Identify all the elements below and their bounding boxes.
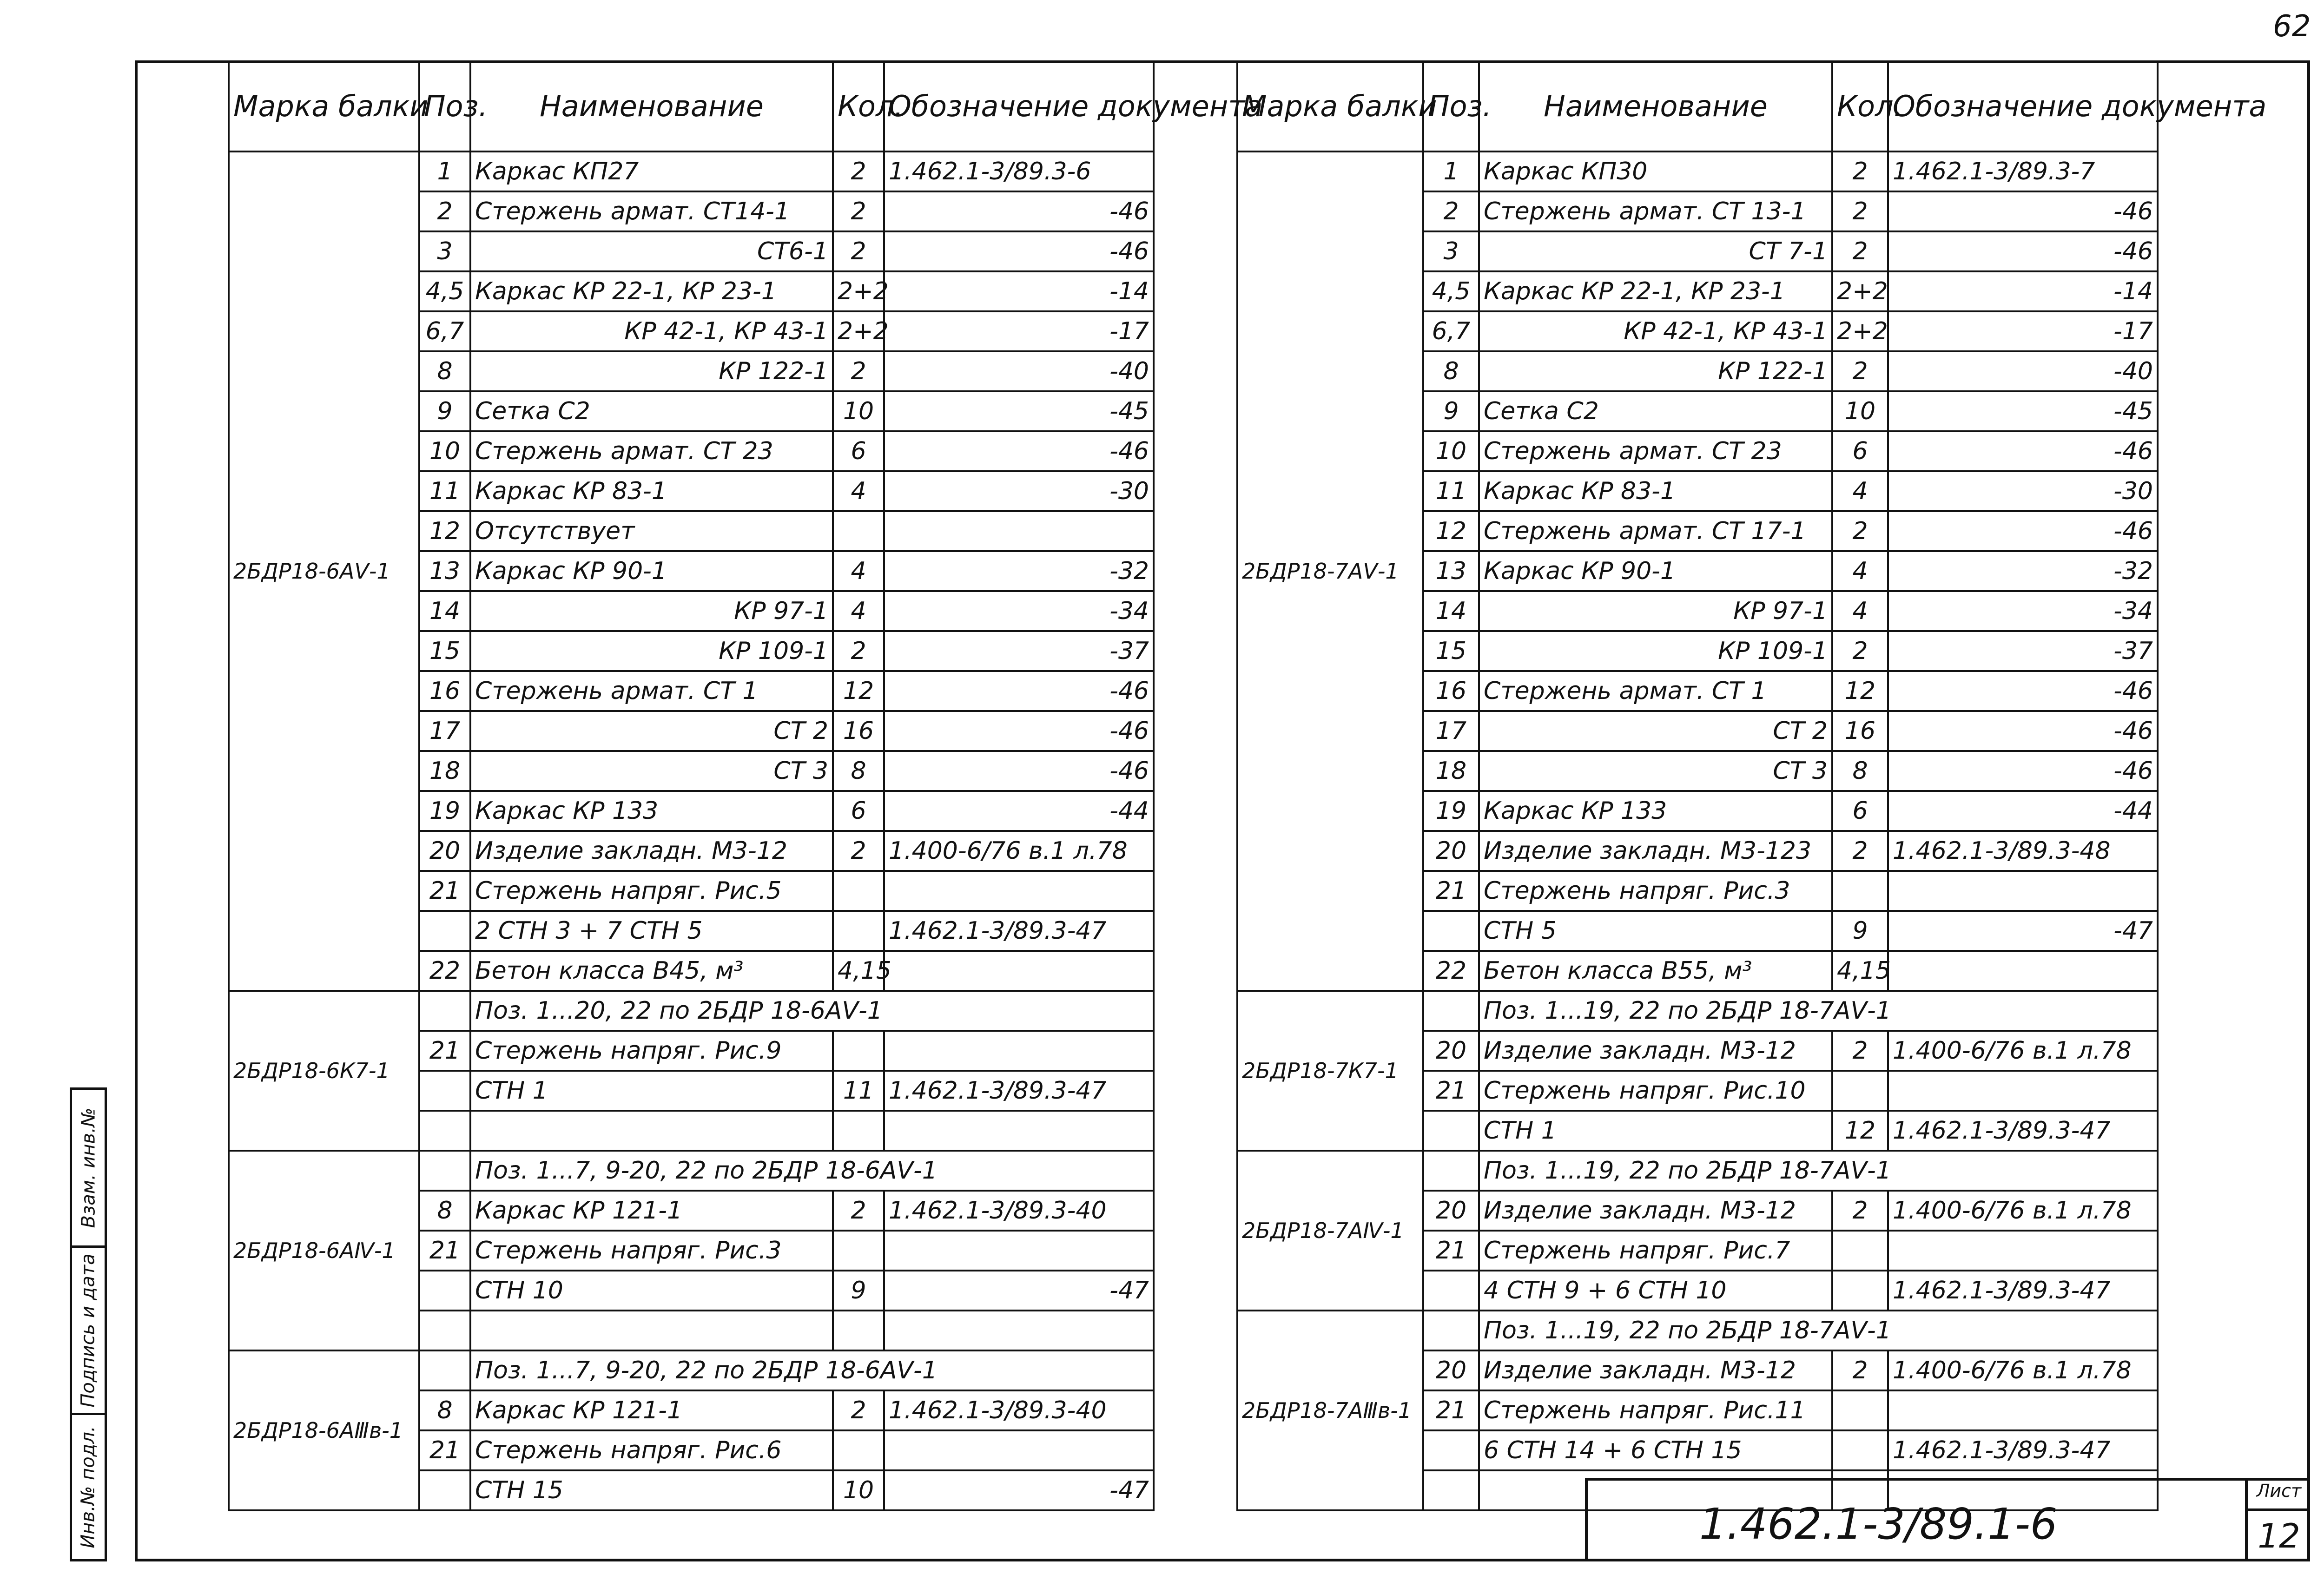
spec-pos: 12 <box>419 511 470 551</box>
left-spec-table <box>228 60 1263 1511</box>
spec-name: СТН 5 <box>1479 911 1832 951</box>
spec-name: Каркас КР 121-1 <box>470 1390 833 1430</box>
spec-pos: 17 <box>1423 711 1479 751</box>
spec-name <box>470 1311 833 1350</box>
spec-doc: 1.462.1-3/89.3-48 <box>1888 831 2158 871</box>
spec-pos: 9 <box>1423 391 1479 431</box>
spec-pos: 13 <box>1423 551 1479 591</box>
spec-qty: 2 <box>1832 1031 1888 1071</box>
spec-name: СТ 7-1 <box>1479 231 1832 271</box>
spec-doc: 1.400-6/76 в.1 л.78 <box>884 831 1154 871</box>
spec-name: Бетон класса В55, м³ <box>1479 951 1832 991</box>
spec-qty: 2 <box>833 1191 884 1231</box>
spec-pos <box>419 1151 470 1191</box>
spec-doc: -46 <box>1888 751 2158 791</box>
reference-row <box>1237 1311 2158 1350</box>
spec-pos <box>1423 1470 1479 1510</box>
spec-qty: 16 <box>1832 711 1888 751</box>
spec-doc: -40 <box>1888 351 2158 391</box>
spec-doc <box>1888 1390 2158 1430</box>
spec-doc: -46 <box>1888 231 2158 271</box>
spec-doc: -46 <box>884 751 1154 791</box>
spec-pos: 1 <box>1423 151 1479 191</box>
beam-mark: 2БДР18-6АⅣ-1 <box>229 1151 419 1350</box>
spec-qty: 9 <box>833 1271 884 1311</box>
spec-pos <box>419 991 470 1031</box>
spec-doc: -46 <box>884 191 1154 231</box>
spec-pos: 21 <box>419 1031 470 1071</box>
spec-qty: 2 <box>1832 231 1888 271</box>
beam-mark: 2БДР18-6К7-1 <box>229 991 419 1151</box>
spec-name: Каркас КР 121-1 <box>470 1191 833 1231</box>
title-stamp <box>1585 1478 2310 1561</box>
spec-pos: 13 <box>419 551 470 591</box>
spec-pos <box>419 1470 470 1510</box>
beam-mark: 2БДР18-7К7-1 <box>1237 991 1423 1151</box>
spec-doc: -14 <box>884 271 1154 311</box>
spec-pos: 18 <box>1423 751 1479 791</box>
spec-name: Стержень армат. СТ 23 <box>470 431 833 471</box>
spec-doc <box>1888 871 2158 911</box>
spec-doc: -17 <box>884 311 1154 351</box>
spec-qty: 2+2 <box>833 311 884 351</box>
spec-doc <box>884 511 1154 551</box>
spec-name: КР 109-1 <box>470 631 833 671</box>
spec-name: Отсутствует <box>470 511 833 551</box>
spec-name: СТ 2 <box>470 711 833 751</box>
spec-qty: 4,15 <box>1832 951 1888 991</box>
spec-pos: 4,5 <box>1423 271 1479 311</box>
spec-doc <box>884 951 1154 991</box>
spec-doc: -37 <box>884 631 1154 671</box>
spec-pos: 14 <box>1423 591 1479 631</box>
reference-row <box>1237 991 2158 1031</box>
spec-qty: 10 <box>833 1470 884 1510</box>
spec-doc: -30 <box>884 471 1154 511</box>
spec-qty: 2 <box>833 231 884 271</box>
spec-qty: 2 <box>1832 511 1888 551</box>
spec-doc: -46 <box>884 231 1154 271</box>
spec-qty: 8 <box>833 751 884 791</box>
spec-pos <box>1423 911 1479 951</box>
spec-qty: 12 <box>1832 1111 1888 1151</box>
reference-row <box>229 1350 1154 1390</box>
header-qty: Кол. <box>1832 61 1888 151</box>
spec-pos: 10 <box>1423 431 1479 471</box>
spec-name: Каркас КР 90-1 <box>1479 551 1832 591</box>
header-row <box>1237 61 2158 151</box>
spec-doc: -46 <box>1888 671 2158 711</box>
header-mark: Марка балки <box>229 61 419 151</box>
spec-pos: 6,7 <box>419 311 470 351</box>
spec-doc: -14 <box>1888 271 2158 311</box>
spec-pos <box>1423 991 1479 1031</box>
spec-qty: 12 <box>1832 671 1888 711</box>
spec-qty: 6 <box>833 431 884 471</box>
reference-text: Поз. 1...19, 22 по 2БДР 18-7АⅤ-1 <box>1479 1151 2158 1191</box>
spec-pos: 21 <box>1423 871 1479 911</box>
spec-doc: -37 <box>1888 631 2158 671</box>
spec-pos <box>419 911 470 951</box>
spec-pos <box>419 1111 470 1151</box>
spec-doc: -46 <box>1888 431 2158 471</box>
spec-qty: 2 <box>1832 831 1888 871</box>
spec-name: 4 СТН 9 + 6 СТН 10 <box>1479 1271 1832 1311</box>
spec-name: Стержень армат. СТ 13-1 <box>1479 191 1832 231</box>
spec-pos: 18 <box>419 751 470 791</box>
spec-qty <box>1832 1390 1888 1430</box>
spec-pos <box>1423 1151 1479 1191</box>
spec-doc <box>1888 951 2158 991</box>
document-code: 1.462.1-3/89.1-6 <box>1699 1499 2058 1549</box>
spec-qty: 2 <box>833 1390 884 1430</box>
header-row <box>229 61 1154 151</box>
spec-doc <box>884 1031 1154 1071</box>
reference-text: Поз. 1...19, 22 по 2БДР 18-7АⅤ-1 <box>1479 991 2158 1031</box>
spec-qty: 2 <box>833 351 884 391</box>
spec-doc: -32 <box>884 551 1154 591</box>
spec-qty: 2+2 <box>1832 311 1888 351</box>
spec-name: СТ 2 <box>1479 711 1832 751</box>
spec-doc <box>1888 1231 2158 1271</box>
spec-pos: 1 <box>419 151 470 191</box>
spec-pos: 4,5 <box>419 271 470 311</box>
spec-name: Стержень армат. СТ14-1 <box>470 191 833 231</box>
spec-name: Стержень армат. СТ 23 <box>1479 431 1832 471</box>
spec-name: Изделие закладн. М3-12 <box>470 831 833 871</box>
spec-pos: 21 <box>419 1231 470 1271</box>
spec-qty: 4,15 <box>833 951 884 991</box>
spec-pos <box>419 1271 470 1311</box>
spec-qty: 6 <box>833 791 884 831</box>
spec-doc: -46 <box>884 711 1154 751</box>
spec-pos: 6,7 <box>1423 311 1479 351</box>
spec-doc: -34 <box>884 591 1154 631</box>
spec-pos: 2 <box>419 191 470 231</box>
spec-name: СТН 1 <box>470 1071 833 1111</box>
reference-text: Поз. 1...7, 9-20, 22 по 2БДР 18-6АⅤ-1 <box>470 1151 1154 1191</box>
side-cell-signature: Подпись и дата <box>72 1248 105 1415</box>
spec-name: Каркас КП30 <box>1479 151 1832 191</box>
spec-name: Стержень армат. СТ 1 <box>470 671 833 711</box>
spec-pos <box>1423 1271 1479 1311</box>
spec-qty: 9 <box>1832 911 1888 951</box>
spec-name: Каркас КР 22-1, КР 23-1 <box>470 271 833 311</box>
spec-doc: -40 <box>884 351 1154 391</box>
spec-qty: 2+2 <box>1832 271 1888 311</box>
spec-qty: 2 <box>1832 151 1888 191</box>
reference-text: Поз. 1...7, 9-20, 22 по 2БДР 18-6АⅤ-1 <box>470 1350 1154 1390</box>
spec-qty <box>833 511 884 551</box>
spec-qty: 6 <box>1832 431 1888 471</box>
spec-qty: 4 <box>833 591 884 631</box>
spec-pos: 21 <box>1423 1390 1479 1430</box>
spec-name: Каркас КР 83-1 <box>1479 471 1832 511</box>
spec-qty: 2 <box>833 831 884 871</box>
spec-qty: 2 <box>1832 631 1888 671</box>
beam-mark: 2БДР18-6АⅤ-1 <box>229 151 419 991</box>
spec-doc: 1.400-6/76 в.1 л.78 <box>1888 1191 2158 1231</box>
spec-doc <box>884 1430 1154 1470</box>
spec-name: КР 42-1, КР 43-1 <box>1479 311 1832 351</box>
spec-qty <box>1832 871 1888 911</box>
spec-qty <box>1832 1430 1888 1470</box>
spec-name: СТН 10 <box>470 1271 833 1311</box>
spec-pos: 2 <box>1423 191 1479 231</box>
page-number: 62 <box>2273 9 2311 44</box>
spec-pos: 21 <box>1423 1231 1479 1271</box>
spec-pos: 11 <box>1423 471 1479 511</box>
spec-name: Стержень напряг. Рис.7 <box>1479 1231 1832 1271</box>
spec-doc <box>1888 1071 2158 1111</box>
spec-qty: 8 <box>1832 751 1888 791</box>
spec-name: Сетка С2 <box>470 391 833 431</box>
spec-pos: 17 <box>419 711 470 751</box>
side-approval-strip <box>70 1087 107 1561</box>
beam-mark: 2БДР18-7АⅣ-1 <box>1237 1151 1423 1311</box>
spec-doc: -45 <box>884 391 1154 431</box>
spec-doc <box>884 871 1154 911</box>
spec-qty: 4 <box>1832 591 1888 631</box>
spec-pos: 19 <box>1423 791 1479 831</box>
spec-qty <box>833 1031 884 1071</box>
spec-doc: -47 <box>884 1470 1154 1510</box>
spec-doc: -46 <box>884 671 1154 711</box>
spec-doc: 1.462.1-3/89.3-47 <box>884 911 1154 951</box>
spec-pos: 21 <box>1423 1071 1479 1111</box>
spec-doc: -46 <box>1888 511 2158 551</box>
spec-row <box>1237 151 2158 191</box>
spec-name <box>470 1111 833 1151</box>
spec-qty: 4 <box>1832 471 1888 511</box>
side-cell-replacement: Взам. инв.№ <box>72 1090 105 1248</box>
header-name: Наименование <box>470 61 833 151</box>
spec-qty <box>1832 1071 1888 1111</box>
spec-name: Каркас КР 22-1, КР 23-1 <box>1479 271 1832 311</box>
spec-pos <box>1423 1111 1479 1151</box>
reference-row <box>229 991 1154 1031</box>
spec-pos <box>1423 1430 1479 1470</box>
header-pos: Поз. <box>419 61 470 151</box>
spec-pos: 22 <box>419 951 470 991</box>
spec-doc: 1.462.1-3/89.3-40 <box>884 1191 1154 1231</box>
spec-name: КР 122-1 <box>470 351 833 391</box>
reference-text: Поз. 1...20, 22 по 2БДР 18-6АⅤ-1 <box>470 991 1154 1031</box>
spec-doc: -47 <box>884 1271 1154 1311</box>
spec-qty: 6 <box>1832 791 1888 831</box>
spec-doc: -44 <box>1888 791 2158 831</box>
spec-doc: 1.462.1-3/89.3-40 <box>884 1390 1154 1430</box>
spec-qty <box>833 911 884 951</box>
header-qty: Кол. <box>833 61 884 151</box>
spec-pos: 16 <box>1423 671 1479 711</box>
spec-name: Стержень напряг. Рис.3 <box>470 1231 833 1271</box>
spec-doc: 1.462.1-3/89.3-47 <box>1888 1111 2158 1151</box>
spec-pos: 15 <box>1423 631 1479 671</box>
spec-pos: 8 <box>419 1390 470 1430</box>
spec-pos: 21 <box>419 871 470 911</box>
spec-pos: 20 <box>419 831 470 871</box>
spec-qty <box>833 871 884 911</box>
reference-row <box>229 1151 1154 1191</box>
spec-pos: 12 <box>1423 511 1479 551</box>
spec-qty: 10 <box>833 391 884 431</box>
spec-name: Стержень напряг. Рис.10 <box>1479 1071 1832 1111</box>
spec-name: Изделие закладн. М3-12 <box>1479 1031 1832 1071</box>
spec-name: Стержень напряг. Рис.6 <box>470 1430 833 1470</box>
spec-name: СТН 15 <box>470 1470 833 1510</box>
spec-qty: 16 <box>833 711 884 751</box>
spec-name: Каркас КР 90-1 <box>470 551 833 591</box>
spec-doc: -44 <box>884 791 1154 831</box>
spec-qty: 2 <box>1832 1350 1888 1390</box>
spec-name: КР 109-1 <box>1479 631 1832 671</box>
spec-qty <box>833 1111 884 1151</box>
spec-name: Изделие закладн. М3-12 <box>1479 1191 1832 1231</box>
sheet-box <box>2245 1481 2310 1561</box>
spec-qty: 11 <box>833 1071 884 1111</box>
spec-name: Каркас КР 133 <box>1479 791 1832 831</box>
spec-doc: 1.462.1-3/89.3-6 <box>884 151 1154 191</box>
spec-pos: 22 <box>1423 951 1479 991</box>
sheet-number: 12 <box>2258 1516 2300 1555</box>
spec-qty: 2 <box>833 191 884 231</box>
right-spec-table <box>1236 60 2267 1511</box>
spec-name: 6 СТН 14 + 6 СТН 15 <box>1479 1430 1832 1470</box>
spec-doc: -17 <box>1888 311 2158 351</box>
spec-qty: 2+2 <box>833 271 884 311</box>
spec-qty: 2 <box>1832 1191 1888 1231</box>
spec-doc: 1.462.1-3/89.3-47 <box>884 1071 1154 1111</box>
spec-qty <box>833 1430 884 1470</box>
spec-doc: -32 <box>1888 551 2158 591</box>
spec-name: КР 122-1 <box>1479 351 1832 391</box>
spec-qty: 2 <box>1832 351 1888 391</box>
spec-name: Стержень напряг. Рис.5 <box>470 871 833 911</box>
beam-mark: 2БДР18-7АⅤ-1 <box>1237 151 1423 991</box>
spec-pos: 20 <box>1423 831 1479 871</box>
spec-qty: 4 <box>833 471 884 511</box>
spec-qty: 2 <box>1832 191 1888 231</box>
spec-name: СТН 1 <box>1479 1111 1832 1151</box>
spec-qty: 4 <box>1832 551 1888 591</box>
spec-pos: 11 <box>419 471 470 511</box>
spec-pos <box>419 1071 470 1111</box>
spec-pos <box>419 1350 470 1390</box>
side-cell-inventory: Инв.№ подл. <box>78 1426 99 1548</box>
spec-doc: -47 <box>1888 911 2158 951</box>
spec-pos: 20 <box>1423 1191 1479 1231</box>
header-name: Наименование <box>1479 61 1832 151</box>
spec-name: Стержень напряг. Рис.3 <box>1479 871 1832 911</box>
spec-doc: 1.462.1-3/89.3-7 <box>1888 151 2158 191</box>
spec-name: Изделие закладн. М3-12 <box>1479 1350 1832 1390</box>
spec-pos: 10 <box>419 431 470 471</box>
spec-pos: 3 <box>419 231 470 271</box>
header-doc: Обозначение документа <box>1888 61 2158 151</box>
spec-name: Стержень напряг. Рис.11 <box>1479 1390 1832 1430</box>
spec-name: Стержень армат. СТ 17-1 <box>1479 511 1832 551</box>
spec-doc: 1.400-6/76 в.1 л.78 <box>1888 1350 2158 1390</box>
spec-doc: 1.400-6/76 в.1 л.78 <box>1888 1031 2158 1071</box>
spec-row <box>229 151 1154 191</box>
spec-pos: 20 <box>1423 1031 1479 1071</box>
spec-qty: 10 <box>1832 391 1888 431</box>
spec-pos: 15 <box>419 631 470 671</box>
header-mark: Марка балки <box>1237 61 1423 151</box>
spec-name: СТ 3 <box>1479 751 1832 791</box>
spec-name: Бетон класса В45, м³ <box>470 951 833 991</box>
spec-name: Сетка С2 <box>1479 391 1832 431</box>
spec-pos: 8 <box>419 1191 470 1231</box>
spec-qty: 2 <box>833 151 884 191</box>
spec-doc: -30 <box>1888 471 2158 511</box>
header-pos: Поз. <box>1423 61 1479 151</box>
spec-doc <box>884 1311 1154 1350</box>
beam-mark: 2БДР18-6АⅢв-1 <box>229 1350 419 1510</box>
spec-doc <box>884 1231 1154 1271</box>
reference-text: Поз. 1...19, 22 по 2БДР 18-7АⅤ-1 <box>1479 1311 2158 1350</box>
spec-name: Каркас КР 133 <box>470 791 833 831</box>
spec-doc: -46 <box>1888 711 2158 751</box>
spec-pos <box>1423 1311 1479 1350</box>
spec-name: Стержень напряг. Рис.9 <box>470 1031 833 1071</box>
header-doc: Обозначение документа <box>884 61 1154 151</box>
spec-pos: 8 <box>419 351 470 391</box>
spec-pos: 16 <box>419 671 470 711</box>
spec-pos: 14 <box>419 591 470 631</box>
spec-qty <box>833 1311 884 1350</box>
spec-name: СТ6-1 <box>470 231 833 271</box>
spec-pos: 19 <box>419 791 470 831</box>
spec-qty <box>1832 1231 1888 1271</box>
spec-name: 2 СТН 3 + 7 СТН 5 <box>470 911 833 951</box>
spec-qty <box>833 1231 884 1271</box>
spec-pos <box>419 1311 470 1350</box>
spec-qty: 4 <box>833 551 884 591</box>
spec-qty <box>1832 1271 1888 1311</box>
reference-row <box>1237 1151 2158 1191</box>
spec-name: КР 42-1, КР 43-1 <box>470 311 833 351</box>
spec-name: Каркас КР 83-1 <box>470 471 833 511</box>
spec-name: Каркас КП27 <box>470 151 833 191</box>
spec-name: Стержень армат. СТ 1 <box>1479 671 1832 711</box>
spec-qty: 12 <box>833 671 884 711</box>
spec-qty: 2 <box>833 631 884 671</box>
sheet-label: Лист <box>2248 1481 2310 1511</box>
spec-pos: 3 <box>1423 231 1479 271</box>
beam-mark: 2БДР18-7АⅢв-1 <box>1237 1311 1423 1510</box>
spec-doc: 1.462.1-3/89.3-47 <box>1888 1271 2158 1311</box>
spec-name: КР 97-1 <box>1479 591 1832 631</box>
spec-doc: -45 <box>1888 391 2158 431</box>
spec-doc: -46 <box>884 431 1154 471</box>
spec-pos: 8 <box>1423 351 1479 391</box>
spec-name: КР 97-1 <box>470 591 833 631</box>
spec-name: Изделие закладн. М3-123 <box>1479 831 1832 871</box>
spec-doc: -34 <box>1888 591 2158 631</box>
spec-doc: 1.462.1-3/89.3-47 <box>1888 1430 2158 1470</box>
spec-name: СТ 3 <box>470 751 833 791</box>
spec-doc: -46 <box>1888 191 2158 231</box>
spec-pos: 9 <box>419 391 470 431</box>
spec-doc <box>884 1111 1154 1151</box>
spec-pos: 20 <box>1423 1350 1479 1390</box>
spec-pos: 21 <box>419 1430 470 1470</box>
